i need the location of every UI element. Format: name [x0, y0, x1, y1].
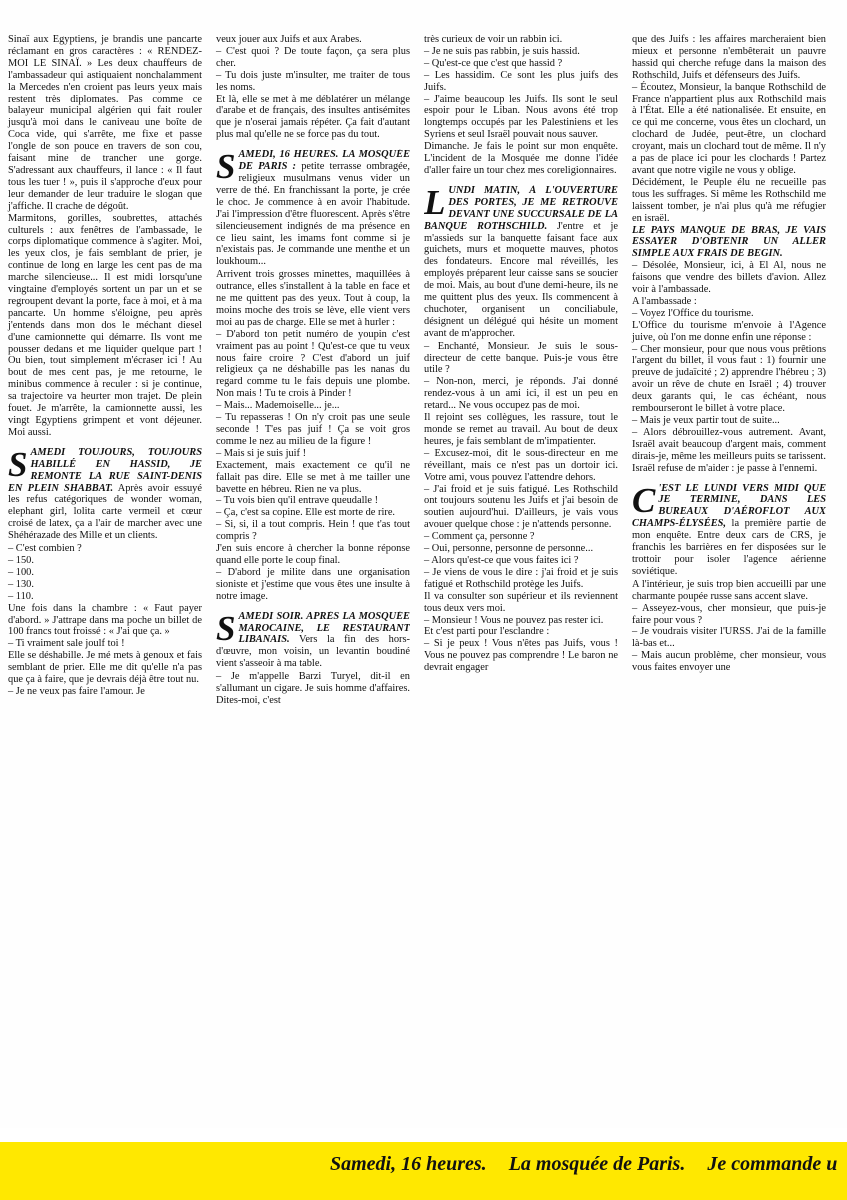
dialogue-line: – D'abord ton petit numéro de youpin c'est vraiment pas au point ! Qu'est-ce que tu veux nous faire croire ? C'est d'abord un juif religieux ça ne déshabille pas les nanas du regard comme tu le fais depuis une plombe. Non mais ! Tu te crois à Pinder ! — [216, 328, 410, 400]
text-column-3 — [424, 34, 618, 1129]
paragraph: que des Juifs : les affaires marcheraient bien mieux et personne n'embêterait un pauvre hassid qui cherche refuge dans la maison des Rothschild, Juifs et défenseurs des Juifs. — [632, 34, 826, 81]
banner-caption-part-1: Samedi, 16 heures. — [330, 1153, 487, 1175]
drop-cap: S — [216, 610, 236, 648]
paragraph: – Je ne veux pas faire l'amour. Je — [8, 685, 145, 697]
dialogue-line: – Excusez-moi, dit le sous-directeur en me réveillant, mais ce n'est pas un dortoir ici. Votre ami, vous pouvez l'attendre dehors. — [424, 447, 618, 483]
paragraph: Arrivent trois grosses minettes, maquillées à outrance, elles s'installent à la table en face et ne me quittent pas des yeux. Tout à coup, la moins moche des trois se lève, elle vient vers moi au pas de charge. Elle se met à hurler : — [216, 269, 410, 328]
section-lead-text: AMEDI, 16 HEURES. LA MOSQUÉE DE PARIS : — [238, 149, 410, 173]
text-column-1 — [8, 34, 202, 1129]
dialogue-line: – J'ai froid et je suis fatigué. Les Rothschild ont toujours soutenu les Juifs et j'ai besoin de soutien aujourd'hui. D'ailleurs, je vais vous avouer quelque chose : je n'attends personne. — [424, 483, 618, 531]
banner-caption-part-3: Je commande u — [707, 1153, 838, 1175]
paragraph: – J'aime beaucoup les Juifs. Ils sont le seul espoir pour le Liban. Nous avons été trop longtemps occupés par les Palestiniens et les Syriens et seul Israël pouvait nous sauver. — [424, 93, 618, 141]
paragraph: Une fois dans la chambre : « Faut payer d'abord. » J'attrape dans ma poche un billet de 100 francs tout froissé : « J'ai que ça. » — [8, 602, 202, 638]
drop-cap: S — [8, 446, 28, 484]
dialogue-line: – Désolée, Monsieur, ici, à El Al, nous ne faisons que vendre des billets d'avion. Allez voir à l'ambassade. — [632, 260, 826, 296]
section-lead-rest: Après avoir essuyé les refus catégoriques de wonder woman, elephant girl, lolita carte vermeil et cœur croisé de latex, ça a l'air de marcher avec une Shéhérazade des Mille et un clients. — [8, 482, 202, 542]
section-lead-rest: Vers la fin des hors-d'œuvre, mon voisin, un levantin boudiné vient s'asseoir à ma table. — [216, 634, 410, 670]
section-heading-block — [216, 611, 410, 671]
dialogue-line: – Ça, c'est sa copine. Elle est morte de rire. — [216, 507, 396, 519]
dialogue-line: – Enchanté, Monsieur. Je suis le sous-directeur de cette banque. Puis-je vous être utile ? — [424, 340, 618, 376]
dialogue-line: – Si, si, il a tout compris. Hein ! que t'as tout compris ? — [216, 519, 410, 543]
paragraph: très curieux de voir un rabbin ici. — [424, 34, 563, 45]
section-lead-text: 'EST LE LUNDI VERS MIDI QUE JE TERMINE, DANS LES BUREAUX D'AÉROFLOT AUX CHAMPS-ÉLYSÉES, — [632, 482, 826, 530]
dialogue-line: – Monsieur ! Vous ne pouvez pas rester ici. — [424, 614, 604, 626]
section-lead-rest: J'entre et je m'assieds sur la banquette faisant face aux guichets, murs et moquette mauves, photos des fondateurs. Encore mal réveillés, les employés préparent leur caisse sans se soucier de moi. Mais, au bout d'une demi-heure, ils ne me quittent plus des yeux. Ils commencent à chuchoter, organisent un conciliabule, désignent un délégué qui hésite un moment avant de m'approcher. — [424, 220, 618, 339]
dialogue-line: – Tu dois juste m'insulter, me traiter de tous les noms. — [216, 69, 410, 93]
dialogue-line: – Oui, personne, personne de personne... — [424, 543, 594, 555]
paragraph: Israël refuse de m'aider : je passe à l'ennemi. — [632, 462, 818, 474]
dialogue-line: – 100. — [8, 566, 34, 578]
dialogue-line: – Mais aucun problème, cher monsieur, vous vous faites envoyer une — [632, 650, 826, 674]
dialogue-line: – 110. — [8, 590, 34, 602]
banner-top-gap — [0, 1128, 847, 1142]
drop-cap: L — [424, 184, 446, 222]
paragraph: Décidément, le Peuple élu ne recueille pas tous les suffrages. Si même les Rothschild me laissent tomber, je n'ai plus qu'à me réfugier en israël. — [632, 176, 826, 224]
dialogue-line: – Mais si je suis juif ! — [216, 447, 307, 459]
paragraph: Elle se déshabille. Je mé mets à genoux et fais semblant de prier. Elle me dit qu'elle n'a pas que ça à faire, que je devrais déjà être tout nu. — [8, 650, 202, 686]
banner-caption-part-2: La mosquée de Paris. — [508, 1153, 686, 1175]
dialogue-line: – Asseyez-vous, cher monsieur, que puis-je faire pour vous ? — [632, 602, 826, 626]
section-heading-block — [632, 483, 826, 578]
dialogue-line: – C'est combien ? — [8, 543, 82, 555]
dialogue-line: – Écoutez, Monsieur, la banque Rothschild de France n'appartient plus aux Rothschild mais à l'État. Elle a été nationalisée. Et ensuite, en ce qui me concerne, vous êtes un clochard, un clochard de Judée, peut-être, un clochard croyant, mais un clochard tout de même. Il n'y a pas de place ici pour les clochards ! Partez avant que notre vigile ne vous y oblige. — [632, 81, 826, 176]
section-lead-text: UNDI MATIN, À L'OUVERTURE DES PORTES, JE ME RETROUVE DEVANT UNE SUCCURSALE DE LA BANQUE ROTHSCHILD. — [424, 184, 618, 232]
dialogue-line: – Mais... Mademoiselle... je... — [216, 400, 340, 412]
dialogue-line: – 150. — [8, 554, 34, 566]
dialogue-line: – Non-non, merci, je réponds. J'ai donné rendez-vous à un ami ici, il est un peu en retard... Ne vous occupez pas de moi. — [424, 376, 618, 412]
dialogue-line: – Si je peux ! Vous n'êtes pas Juifs, vous ! Vous ne pouvez pas comprendre ! Le baron ne devrait engager — [424, 638, 618, 674]
paragraph: Sinaï aux Egyptiens, je brandis une pancarte réclamant en gros caractères : « RENDEZ-MOI LE SINAÏ. » Les deux chauffeurs de l'ambassadeur qui astiquaient nonchalamment la Mercedes n'en croient pas leurs yeux mais restent très diplomates. Pas comme ce balayeur municipal algérien qui fait rouler jusqu'à moi dans le caniveau une boîte de Coca vide, qui s'arrête, me fixe et passe l'ongle de son pouce en travers de son cou, faisant mine de trancher une gorge. S'adressant aux chauffeurs, il lance : « Il faut tous les tuer ! », puis il s'approche d'eux pour leur demander de leur traduire le slogan que j'affiche. Il crache de dégoût. — [8, 34, 202, 212]
section-heading-block — [424, 185, 618, 340]
paragraph: A l'intérieur, je suis trop bien accueilli par une charmante poupée russe sans accent slave. — [632, 578, 826, 602]
drop-cap: S — [216, 149, 236, 187]
section-lead-rest: petite terrasse ombragée, religieux musulmans venus vider un verre de thé. En franchissant la porte, je crée le choc. Je commence à en avoir l'habitude. J'ai l'impression d'être fluorescent. Après s'être silencieusement indignés de ma présence en ce lieu saint, les imams font comme si je n'existais pas. Je commande une menthe et un loukhoum... — [216, 161, 410, 268]
paragraph: Exactement, mais exactement ce qu'il ne fallait pas dire. Elle se met à me tailler une bavette en hébreu. Rien ne va plus. — [216, 459, 410, 495]
paragraph: Et c'est parti pour l'esclandre : — [424, 626, 550, 638]
section-heading-block — [8, 447, 202, 542]
dialogue-line: – Tu vois bien qu'il entrave queudalle ! — [216, 495, 379, 507]
paragraph: A l'ambassade : — [632, 295, 697, 307]
paragraph: – Je m'appelle Barzi Turyel, dit-il en s'allumant un cigare. Je suis homme d'affaires. Dites-moi, c'est — [216, 671, 410, 706]
paragraph: Dimanche. Je fais le point sur mon enquête. L'incident de la Mosquée me donne l'idée d'aller faire un tour chez mes coreligionnaires. — [424, 141, 618, 176]
section-lead-rest: la première partie de mon enquête. Entre deux cars de CRS, je franchis les barrières en fer disposées sur le trottoir pour isoler l'agence aérienne soviétique. — [632, 518, 826, 577]
dialogue-line: – Les hassidim. Ce sont les plus juifs des Juifs. — [424, 69, 618, 93]
drop-cap: C — [632, 482, 656, 520]
dialogue-line: – Qu'est-ce que c'est que hassid ? — [424, 57, 563, 69]
paragraph: J'en suis encore à chercher la bonne réponse quand elle porte le coup final. — [216, 543, 410, 566]
paragraph: Marmitons, gorilles, soubrettes, attachés culturels : aux fenêtres de l'ambassade, le corps diplomatique commence à s'agiter. Moi, les yeux clos, je fais semblant de prier, je continue de long en large les cent pas de ma marche silencieuse... Il est midi lorsqu'une vingtaine d'employés sortent un par un et se regroupent devant la porte, face à moi, et à ma pancarte. Un homme s'éloigne, peu après j'entends dans mon dos le méchant diesel d'une camionnette qui démarre. Ils vont me pousser dedans et me liquider quelque part ! Ou bien, tout simplement m'écraser ici ! Au bout de mes cent pas, je me retourne, le minibus commence à reculer : si je continue, sa trajectoire va heurter mon trajet. De plein fouet. Je m'arrête, la camionnette aussi, les vingt Egyptiens grimpent et vont déjeuner. Moi aussi. — [8, 212, 202, 438]
dialogue-line: – Mais je veux partir tout de suite... — [632, 415, 780, 426]
paragraph: Et là, elle se met à me déblatérer un mélange d'arabe et de français, des insultes antisémites que je n'oserai jamais répéter. Ça fait d'autant plus mal qu'elle ne se force pas du tout. — [216, 93, 410, 141]
dialogue-line: – Comment ça, personne ? — [424, 531, 535, 543]
section-heading-block — [216, 149, 410, 268]
dialogue-line: – Tu repasseras ! On n'y croit pas une seule seconde ! T'es pas juif ! Ça se voit gros comme le nez au milieu de la figure ! — [216, 412, 410, 447]
dialogue-line: – Je voudrais visiter l'URSS. J'ai de la famille là-bas et... — [632, 626, 826, 650]
dialogue-line: – Ti vraiment sale joulf toi ! — [8, 638, 125, 650]
section-lead-text: LE PAYS MANQUE DE BRAS, JE VAIS ESSAYER D'OBTENIR UN ALLER SIMPLE AUX FRAIS DE BEGIN. — [632, 224, 826, 260]
paragraph: veux jouer aux Juifs et aux Arabes. — [216, 34, 362, 45]
text-column-4 — [632, 34, 826, 1129]
dialogue-line: – Voyez l'Office du tourisme. — [632, 307, 754, 319]
dialogue-line: – Je ne suis pas rabbin, je suis hassid. — [424, 45, 580, 57]
paragraph: Il rejoint ses collègues, les rassure, tout le monde se remet au travail. Au bout de deux heures, je fais semblant de m'impatienter. — [424, 412, 618, 447]
paragraph: Il va consulter son supérieur et ils reviennent tous deux vers moi. — [424, 590, 618, 614]
section-lead-text: AMEDI SOIR. APRÈS LA MOSQUÉE MAROCAINE, LE RESTAURANT LIBANAIS. — [238, 610, 410, 646]
bottom-banner — [0, 1128, 847, 1200]
dialogue-line: – C'est quoi ? De toute façon, ça sera plus cher. — [216, 45, 410, 69]
dialogue-line: – 130. — [8, 578, 34, 590]
section-lead-text: AMEDI TOUJOURS, TOUJOURS HABILLÉ EN HASSID, JE REMONTE LA RUE SAINT-DENIS EN PLEIN SHABBAT. — [8, 446, 202, 494]
dialogue-line: – Alors débrouillez-vous autrement. Avant, Israël avait beaucoup d'argent mais, comment dirais-je, même les meilleurs puits se tarissent. — [632, 426, 826, 462]
dialogue-line: – D'abord je milite dans une organisation sioniste et j'estime que vous êtes une insulte à notre image. — [216, 566, 410, 602]
article-columns — [8, 34, 839, 1129]
banner-caption — [330, 1152, 847, 1176]
paragraph: L'Office du tourisme m'envoie à l'Agence juive, où l'on me donne enfin une réponse : — [632, 319, 826, 343]
dialogue-line: – Cher monsieur, pour que nous vous prêtions l'argent du billet, il vous faut : 1) fournir une preuve de judaïcité ; 2) apprendre l'hébreu ; 3) avoir un rêve de chute en Israël ; 4) trouver deux garants qui, le cas échéant, nous rembourseront le billet à votre place. — [632, 343, 826, 415]
dialogue-line: – Je viens de vous le dire : j'ai froid et je suis fatigué et Rothschild protège les Juifs. — [424, 566, 618, 590]
dialogue-line: – Alors qu'est-ce que vous faites ici ? — [424, 554, 579, 566]
text-column-2 — [216, 34, 410, 1129]
